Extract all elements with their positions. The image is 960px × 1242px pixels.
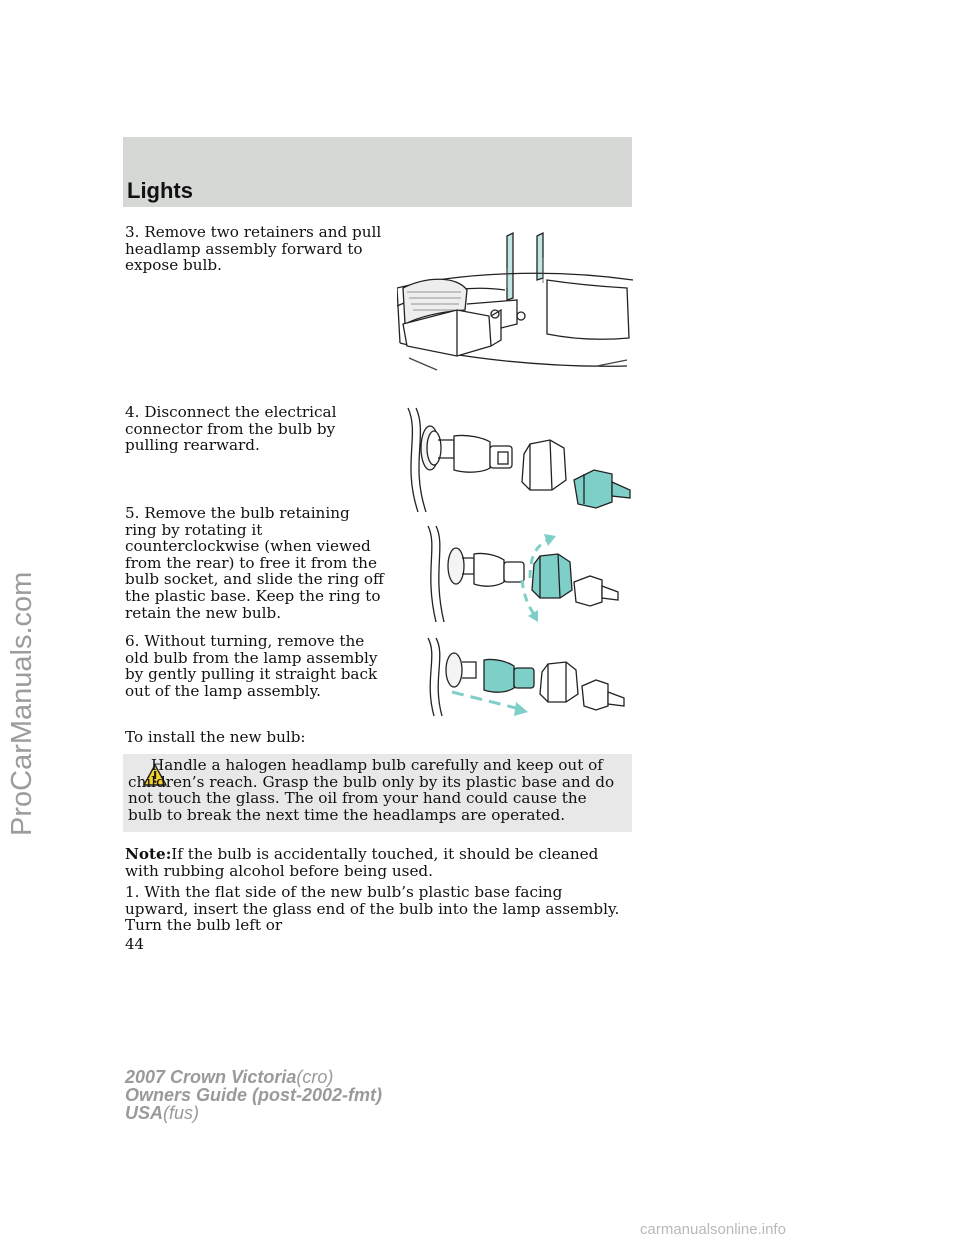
headlamp-assembly-illustration bbox=[397, 228, 633, 378]
note-paragraph bbox=[125, 846, 625, 879]
footer bbox=[125, 1068, 382, 1122]
step-5-text: 5. Remove the bulb retaining ring by rotating it counterclockwise (when viewed from the rear) to free it from the bulb socket, and slide the ring off the plastic base. Keep the ring to retain the new bulb. bbox=[125, 504, 384, 622]
retaining-ring-rotate-illustration bbox=[424, 522, 630, 628]
step-4-text: 4. Disconnect the electrical connector from the bulb by pulling rearward. bbox=[125, 403, 337, 455]
note-text: If the bulb is accidentally touched, it should be cleaned with rubbing alcohol before being used. bbox=[125, 845, 599, 880]
section-header-band bbox=[123, 137, 632, 207]
remove-bulb-illustration bbox=[424, 636, 630, 720]
footer-model-code: (cro) bbox=[296, 1067, 334, 1087]
section-title: Lights bbox=[127, 178, 193, 203]
footer-market-code: (fus) bbox=[163, 1103, 200, 1123]
install-intro: To install the new bulb: bbox=[125, 728, 306, 746]
connector-disconnect-illustration bbox=[398, 404, 636, 516]
step-6-text: 6. Without turning, remove the old bulb from the lamp assembly by gently pulling it straight back out of the lamp assembly. bbox=[125, 632, 378, 700]
bottom-watermark: carmanualsonline.info bbox=[640, 1221, 786, 1238]
footer-line-2 bbox=[125, 1086, 382, 1104]
side-watermark: ProCarManuals.com bbox=[6, 571, 38, 836]
step-3-text: 3. Remove two retainers and pull headlamp assembly forward to expose bulb. bbox=[125, 223, 382, 275]
warning-box bbox=[123, 754, 632, 832]
warning-text-content: Handle a halogen headlamp bulb carefully and keep out of children’s reach. Grasp the bulb only by its plastic base and do not touch the glass. The oil from your hand could cause the bulb to break the next time the headlamps are operated. bbox=[128, 756, 615, 824]
footer-market: USA bbox=[125, 1103, 164, 1123]
note-label: Note: bbox=[125, 845, 172, 863]
page-number: 44 bbox=[125, 935, 145, 953]
footer-guide: Owners Guide (post-2002-fmt) bbox=[125, 1085, 383, 1105]
footer-line-1 bbox=[125, 1068, 382, 1086]
warning-text bbox=[128, 757, 623, 823]
footer-model: 2007 Crown Victoria bbox=[125, 1067, 297, 1087]
footer-line-3 bbox=[125, 1104, 382, 1122]
install-step-1-text: 1. With the flat side of the new bulb’s plastic base facing upward, insert the glass end of the bulb into the lamp assembly. Turn the bulb left or bbox=[125, 883, 620, 935]
